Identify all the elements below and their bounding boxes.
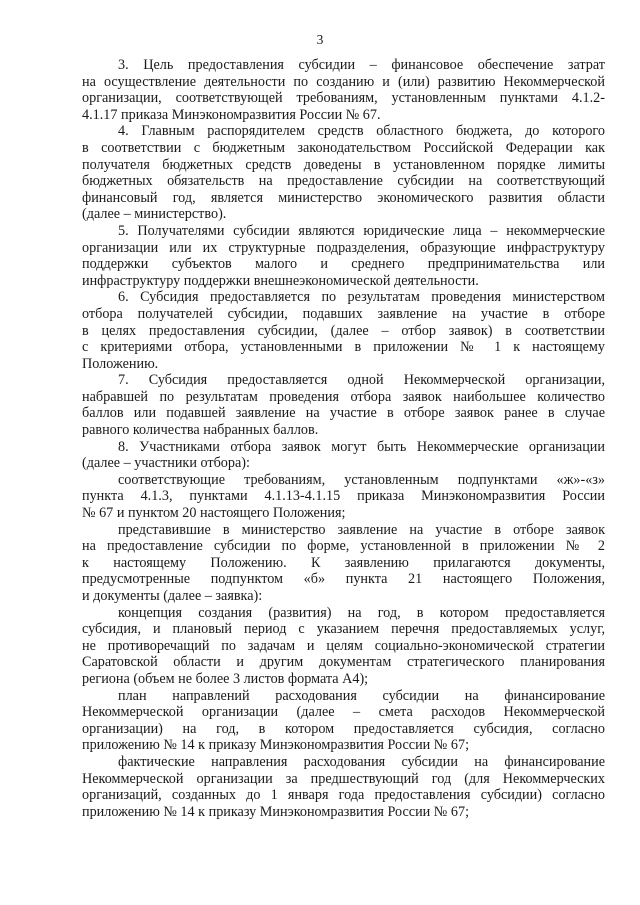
text-line: на осуществление деятельности по созданию и (или) развитию Некоммерческой (82, 73, 605, 90)
text-line: организации) на год, в котором предоставляется субсидия, согласно (82, 720, 605, 737)
paragraph-p3 (82, 57, 605, 123)
text-line: (далее – участники отбора): (82, 455, 250, 472)
text-line: фактические направления расходования субсидии на финансирование (118, 753, 605, 770)
text-line: равного количества набранных баллов. (82, 422, 319, 439)
text-line: Положению. (82, 355, 159, 372)
text-line: набравшей по результатам проведения отбора заявок наибольшее количество (82, 388, 605, 405)
paragraph-p8c (82, 605, 605, 688)
text-line: пункта 4.1.3, пунктами 4.1.13-4.1.15 приказа Минэкономразвития России (82, 488, 605, 505)
paragraph-p8d (82, 688, 605, 754)
paragraph-p8e (82, 754, 605, 820)
paragraph-p8b (82, 522, 605, 605)
text-line: предусмотренные подпунктом «б» пункта 21 настоящего Положения, (82, 571, 605, 588)
text-line: Некоммерческой организации (далее – смета расходов Некоммерческой (82, 704, 605, 721)
text-line: инфраструктуру поддержки внешнеэкономической деятельности. (82, 272, 479, 289)
page-number: 3 (316, 32, 324, 47)
text-line: бюджетных обязательств на предоставление субсидии на соответствующий (82, 173, 605, 190)
text-line: не противоречащий по задачам и целям социально-экономической стратегии (82, 637, 605, 654)
paragraph-p6 (82, 289, 605, 372)
text-line: (далее – министерство). (82, 206, 227, 223)
text-line: 6. Субсидия предоставляется по результатам проведения министерством (118, 289, 605, 306)
text-line: баллов или подавшей заявление на участие в отборе заявок ранее в случае (82, 405, 605, 422)
text-line: 8. Участниками отбора заявок могут быть Некоммерческие организации (118, 438, 605, 455)
paragraph-p7 (82, 372, 605, 438)
paragraph-p5 (82, 223, 605, 289)
text-line: организаций, созданных до 1 января года предоставления субсидии) согласно (82, 787, 605, 804)
text-line: получателя бюджетных средств доведены в установленном порядке лимиты (82, 156, 605, 173)
text-line: 4.1.17 приказа Минэкономразвития России № 67. (82, 106, 381, 123)
paragraph-p8 (82, 439, 605, 472)
text-line: и документы (далее – заявка): (82, 588, 263, 604)
text-line: соответствующие требованиям, установленным подпунктами «ж»-«з» (118, 471, 605, 488)
text-line: с критериями отбора, установленными в приложении № 1 к настоящему (82, 339, 605, 356)
text-line: Саратовской области и другим документам стратегического планирования (82, 654, 605, 671)
text-line: 7. Субсидия предоставляется одной Некоммерческой организации, (118, 372, 605, 389)
paragraph-p4 (82, 123, 605, 223)
text-line: 3. Цель предоставления субсидии – финансовое обеспечение затрат (118, 57, 605, 73)
text-line: в соответствии с бюджетным законодательством Российской Федерации как (82, 139, 605, 156)
text-line: отбора получателей субсидии, подавших заявление на участие в отборе (82, 305, 605, 322)
text-line: в целях предоставления субсидии, (далее – отбор заявок) в соответствии (82, 322, 605, 339)
text-line: региона (объем не более 3 листов формата А4); (82, 670, 369, 687)
text-line: организации или их структурные подразделения, образующие инфраструктуру (82, 239, 605, 256)
text-line: 5. Получателями субсидии являются юридические лица – некоммерческие (118, 222, 605, 239)
text-line: приложению № 14 к приказу Минэкономразвития России № 67; (82, 737, 470, 754)
text-line: Некоммерческой организации за предшествующий год (для Некоммерческих (82, 770, 605, 787)
text-line: представившие в министерство заявление на участие в отборе заявок (118, 521, 605, 538)
text-line: № 67 и пунктом 20 настоящего Положения; (82, 505, 346, 522)
paragraph-p8a (82, 472, 605, 522)
text-line: организации, соответствующей требованиям, установленным пунктами 4.1.2- (82, 90, 605, 107)
text-line: концепция создания (развития) на год, в котором предоставляется (118, 604, 605, 621)
document-body (82, 57, 605, 820)
text-line: поддержки субъектов малого и среднего предпринимательства или (82, 256, 605, 273)
text-line: 4. Главным распорядителем средств областного бюджета, до которого (118, 123, 605, 140)
text-line: на предоставление субсидии по форме, установленной в приложении № 2 (82, 538, 605, 555)
text-line: финансовый год, является министерство экономического развития области (82, 189, 605, 206)
text-line: субсидия, и плановый период с указанием перечня предоставляемых услуг, (82, 621, 605, 638)
text-line: приложению № 14 к приказу Минэкономразвития России № 67; (82, 803, 470, 820)
text-line: план направлений расходования субсидии на финансирование (118, 687, 605, 704)
text-line: к настоящему Положению. К заявлению прилагаются документы, (82, 554, 605, 571)
